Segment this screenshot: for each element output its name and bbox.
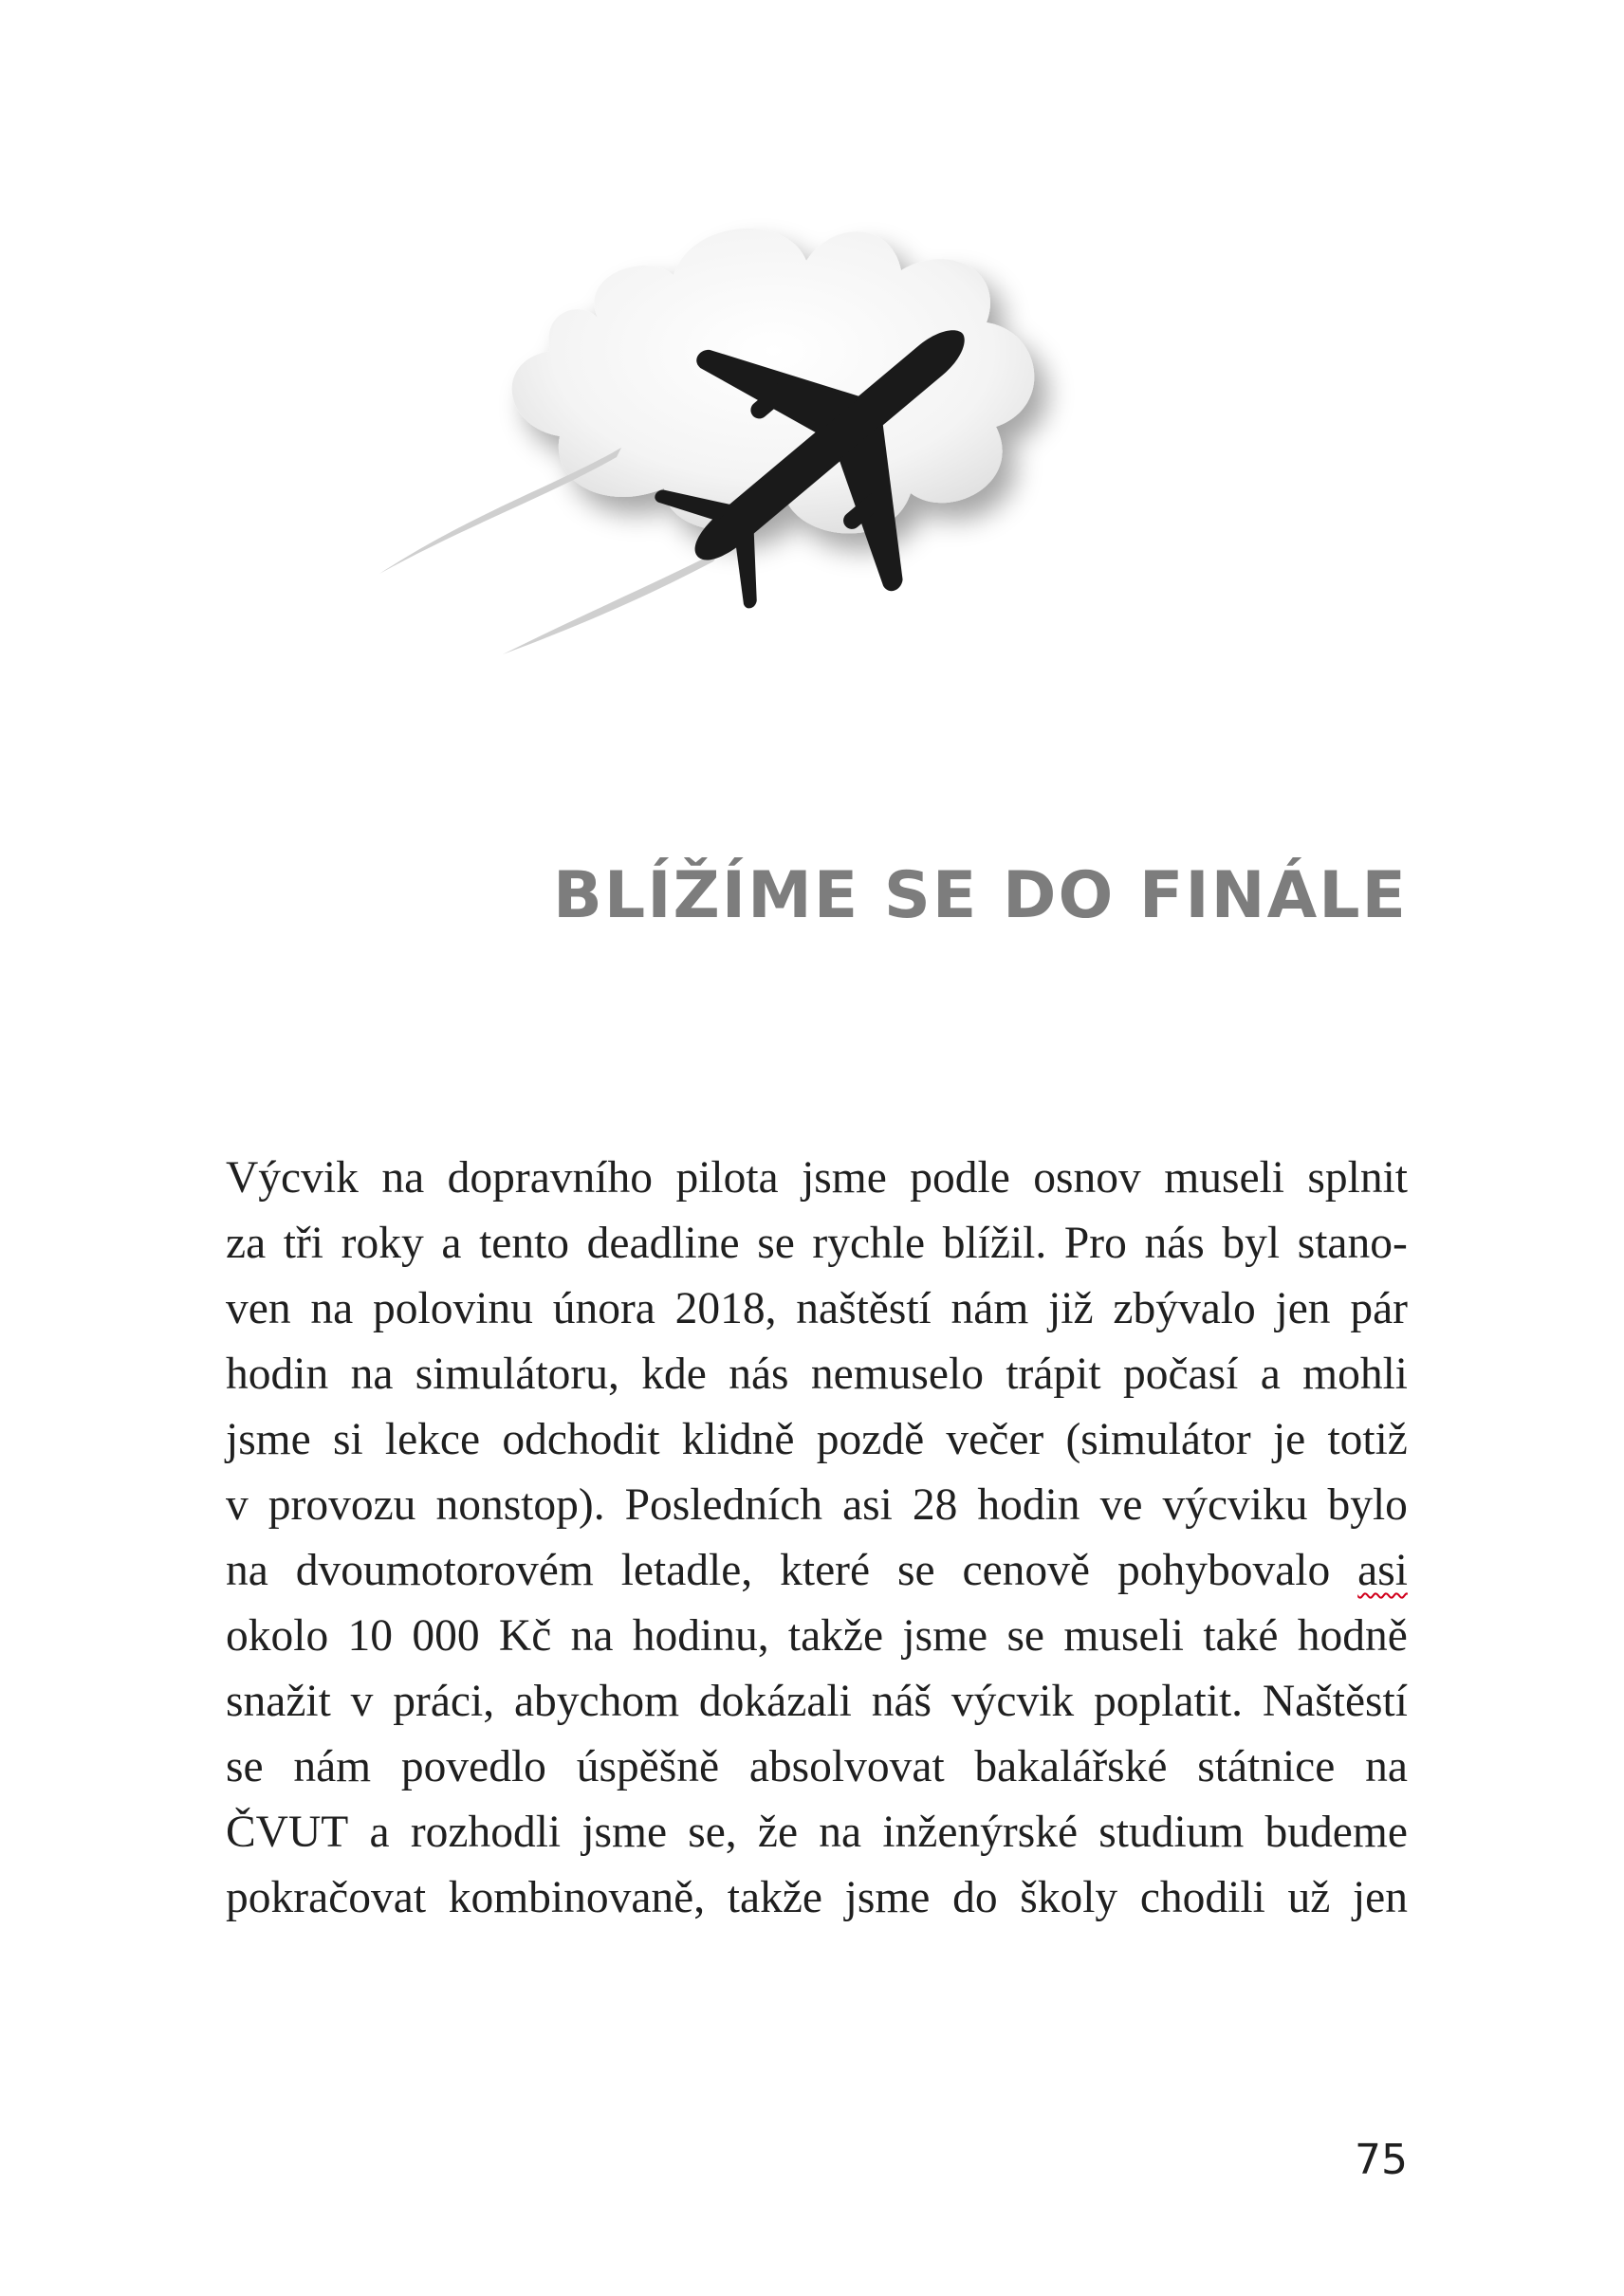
body-paragraph	[226, 1146, 1408, 1931]
text-line: jsme si lekce odchodit klidně pozdě večer (simulátor je totiž	[226, 1415, 1408, 1464]
text-line: pokračovat kombinovaně, takže jsme do školy chodili už jen	[226, 1873, 1408, 1922]
chapter-title: BLÍŽÍME SE DO FINÁLE	[553, 858, 1408, 933]
text-line: v provozu nonstop). Posledních asi 28 hodin ve výcviku bylo	[226, 1480, 1408, 1530]
text-line: ven na polovinu února 2018, naštěstí nám již zbývalo jen pár	[226, 1284, 1408, 1333]
text-line: okolo 10 000 Kč na hodinu, takže jsme se museli také hodně	[226, 1611, 1408, 1661]
text-line: snažit v práci, abychom dokázali náš výcvik poplatit. Naštěstí	[226, 1677, 1408, 1726]
text-line-with-underline: na dvoumotorovém letadle, které se cenově pohybovalo asi	[226, 1538, 1408, 1604]
airplane-over-cloud-icon	[360, 199, 1214, 692]
text-line: hodin na simulátoru, kde nás nemuselo trápit počasí a mohli	[226, 1350, 1408, 1399]
text-line: Výcvik na dopravního pilota jsme podle osnov museli splnit	[226, 1153, 1408, 1203]
text-line: za tři roky a tento deadline se rychle blížil. Pro nás byl stano-	[226, 1219, 1408, 1268]
page-number: 75	[1355, 2136, 1408, 2184]
spellcheck-underlined-word: asi	[1357, 1546, 1408, 1595]
text-line: se nám povedlo úspěšně absolvovat bakalářské státnice na	[226, 1742, 1408, 1791]
text-line: ČVUT a rozhodli jsme se, že na inženýrské studium budeme	[226, 1808, 1408, 1857]
